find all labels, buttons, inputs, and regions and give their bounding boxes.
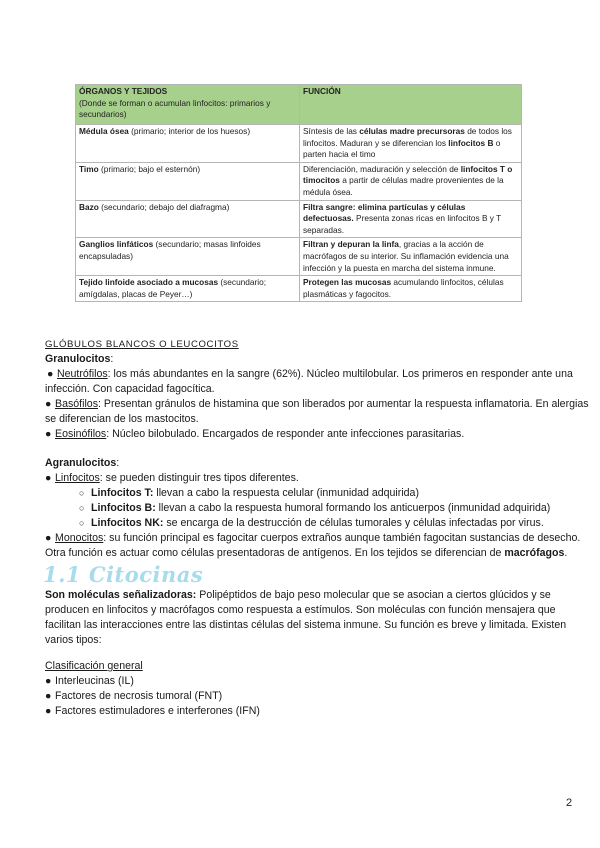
item-text: : los más abundantes en la sangre (62%). Núcleo multilobular. Los primeros en responder ante una bbox=[107, 368, 573, 380]
function-bold: linfocitos B bbox=[448, 137, 494, 148]
subtype-text: llevan a cabo la respuesta humoral formando los anticuerpos (inmunidad adquirida) bbox=[155, 502, 551, 514]
item-text: : su función principal es fagocitar cuerpos extraños aunque también fagocitan sustancias de desecho. bbox=[103, 532, 581, 544]
organ-name: Médula ósea bbox=[79, 126, 129, 136]
heading-colon: : bbox=[116, 457, 120, 469]
circle-bullet-icon: ○ bbox=[79, 488, 85, 498]
function-text: de todos los linfocitos. Maduran y se diferencian los bbox=[303, 126, 512, 148]
list-item bbox=[45, 531, 600, 546]
function-text: , gracias a la acción de macrófagos de su interior. Su inflamación evidencia una infección y la puesta en marcha del sistema inmune. bbox=[303, 239, 509, 273]
organ-cell bbox=[76, 125, 300, 163]
item-text: Interleucinas (IL) bbox=[55, 675, 134, 687]
bullet-icon: ● bbox=[45, 398, 52, 410]
subtype-name: Linfocitos B: bbox=[91, 502, 156, 514]
list-item bbox=[45, 689, 600, 704]
organ-cell bbox=[76, 200, 300, 238]
list-item-continuation: se diferencian de los mastocitos. bbox=[45, 413, 199, 425]
bullet-icon: ● bbox=[47, 368, 54, 380]
table-row bbox=[76, 200, 522, 238]
heading-text: Agranulocitos bbox=[45, 457, 117, 469]
item-text: . bbox=[564, 547, 568, 559]
paragraph-line: producen en linfocitos y macrófagos como respuesta a estímulos. Son moléculas con función mensajera que bbox=[45, 604, 556, 616]
function-text: Síntesis de las bbox=[303, 126, 360, 136]
term-link: Eosinófilos bbox=[55, 428, 107, 440]
sub-list-item bbox=[52, 516, 600, 531]
bullet-icon: ● bbox=[45, 705, 52, 717]
function-bold: Protegen las mucosas bbox=[303, 277, 392, 288]
section-title: GLÓBULOS BLANCOS O LEUCOCITOS bbox=[45, 339, 239, 350]
function-cell bbox=[300, 200, 522, 238]
function-bold: Filtran y depuran la linfa bbox=[303, 239, 399, 250]
header-function-title: FUNCIÓN bbox=[303, 86, 341, 96]
function-cell bbox=[300, 162, 522, 200]
table-row bbox=[76, 162, 522, 200]
organ-detail: (primario; interior de los huesos) bbox=[128, 126, 251, 136]
organ-name: Ganglios linfáticos bbox=[79, 239, 154, 250]
function-text: acumulando linfocitos, células plasmáticas y fagocitos. bbox=[303, 277, 504, 299]
section-heading: 1.1 Citocinas bbox=[43, 562, 204, 587]
paragraph-text: Polipéptidos de bajo peso molecular que se asocian a ciertos glúcidos y se bbox=[196, 589, 551, 601]
item-text: Otra función es actuar como células presentadoras de antígenos. En los tejidos se diferencian de bbox=[45, 547, 505, 559]
function-cell bbox=[300, 125, 522, 163]
organ-detail: (secundario; amígdalas, placas de Peyer…) bbox=[79, 277, 267, 299]
sub-list-item bbox=[52, 501, 600, 516]
term-link: Linfocitos bbox=[55, 472, 100, 484]
list-item bbox=[45, 704, 600, 719]
header-organs-subtitle: (Donde se forman o acumulan linfocitos: primarios y secundarios) bbox=[79, 97, 271, 120]
function-text: Presenta zonas ricas en linfocitos B y T separadas. bbox=[303, 213, 501, 235]
lead-bold: Son moléculas señalizadoras: bbox=[45, 589, 197, 601]
heading-colon: : bbox=[110, 353, 114, 365]
agranulocitos-heading bbox=[45, 456, 600, 471]
function-cell bbox=[300, 276, 522, 302]
organ-name: Bazo bbox=[79, 201, 99, 212]
function-bold: Filtra sangre: elimina partículas y células defectuosas. bbox=[303, 201, 466, 224]
table-header-row bbox=[76, 85, 522, 125]
organ-name: Tejido linfoide asociado a mucosas bbox=[79, 277, 219, 288]
subsection-title: Clasificación general bbox=[45, 660, 143, 672]
circle-bullet-icon: ○ bbox=[79, 503, 85, 513]
item-text: Factores de necrosis tumoral (FNT) bbox=[55, 690, 223, 702]
circle-bullet-icon: ○ bbox=[79, 518, 85, 528]
subtype-text: se encarga de la destrucción de células tumorales y células infectadas por virus. bbox=[163, 517, 544, 529]
paragraph-line bbox=[45, 588, 600, 603]
paragraph-line: varios tipos: bbox=[45, 634, 102, 646]
list-item bbox=[45, 427, 600, 442]
paragraph-line: facilitan las interacciones entre las distintas células del sistema inmune. Su función es breve y limitada. Existen bbox=[45, 619, 567, 631]
table-row bbox=[76, 238, 522, 276]
organ-detail: (secundario; masas linfoides encapsuladas) bbox=[79, 239, 261, 261]
bullet-icon: ● bbox=[45, 472, 52, 484]
list-item-continuation bbox=[45, 546, 600, 561]
page-number: 2 bbox=[566, 797, 573, 809]
function-text: o parten hacia el timo bbox=[303, 137, 501, 160]
table-row bbox=[76, 125, 522, 163]
header-organs-title: ÓRGANOS Y TEJIDOS bbox=[79, 86, 168, 96]
table-header-function bbox=[300, 85, 522, 125]
list-item bbox=[47, 367, 600, 382]
list-item bbox=[45, 471, 600, 486]
item-text: : Núcleo bilobulado. Encargados de responder ante infecciones parasitarias. bbox=[106, 428, 465, 440]
function-cell bbox=[300, 238, 522, 276]
organ-detail: (primario; bajo el esternón) bbox=[98, 163, 201, 174]
bullet-icon: ● bbox=[45, 690, 52, 702]
bullet-icon: ● bbox=[45, 428, 52, 440]
organ-detail: (secundario; debajo del diafragma) bbox=[98, 201, 230, 212]
item-text: : Presentan gránulos de histamina que son liberados por aumentar la respuesta inflamatoria. En alergias bbox=[98, 398, 589, 410]
item-text: : se pueden distinguir tres tipos diferentes. bbox=[99, 472, 299, 484]
bullet-icon: ● bbox=[45, 532, 52, 544]
term-link: Monocitos bbox=[55, 532, 104, 544]
list-item-continuation: infección. Con capacidad fagocítica. bbox=[45, 383, 215, 395]
organ-cell bbox=[76, 162, 300, 200]
item-text: Factores estimuladores e interferones (IFN) bbox=[55, 705, 260, 717]
subtype-name: Linfocitos NK: bbox=[91, 517, 164, 529]
function-bold: células madre precursoras bbox=[359, 126, 465, 136]
organ-name: Timo bbox=[79, 163, 99, 174]
organ-cell bbox=[76, 238, 300, 276]
bullet-icon: ● bbox=[45, 675, 52, 687]
subtype-name: Linfocitos T: bbox=[91, 487, 154, 499]
table-row bbox=[76, 276, 522, 302]
organs-table bbox=[75, 84, 522, 302]
list-item bbox=[45, 397, 600, 412]
function-bold: linfocitos T o timocitos bbox=[303, 163, 513, 186]
granulocitos-heading bbox=[45, 352, 600, 367]
function-text: a partir de células madre provenientes de la médula ósea. bbox=[303, 175, 504, 197]
item-bold: macrófagos bbox=[504, 547, 565, 559]
term-link: Basófilos bbox=[55, 398, 98, 410]
subtype-text: llevan a cabo la respuesta celular (inmunidad adquirida) bbox=[153, 487, 419, 499]
sub-list-item bbox=[52, 486, 600, 501]
function-text: Diferenciación, maduración y selección de bbox=[303, 163, 461, 174]
term-link: Neutrófilos bbox=[57, 368, 108, 380]
organ-cell bbox=[76, 276, 300, 302]
table-header-organs bbox=[76, 85, 300, 125]
heading-text: Granulocitos bbox=[45, 353, 111, 365]
list-item bbox=[45, 674, 600, 689]
